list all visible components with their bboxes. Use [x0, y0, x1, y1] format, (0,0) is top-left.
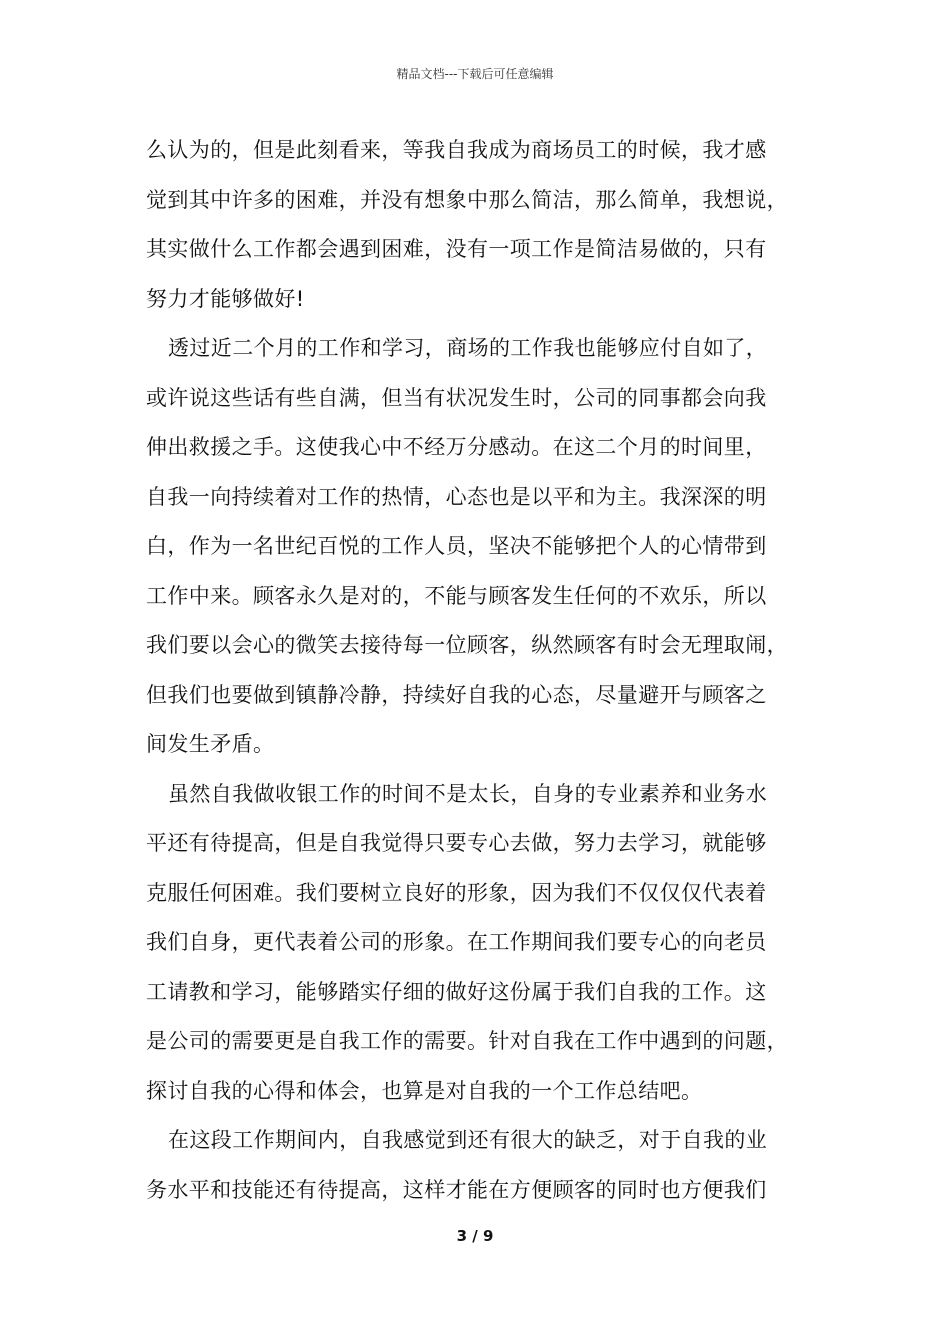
text-line: 工作中来。顾客永久是对的，不能与顾客发生任何的不欢乐，所以 [146, 583, 767, 608]
text-line: 探讨自我的心得和体会，也算是对自我的一个工作总结吧。 [146, 1078, 703, 1103]
text-line: 努力才能够做好! [146, 286, 305, 311]
text-line: 务水平和技能还有待提高，这样才能在方便顾客的同时也方便我们 [146, 1177, 767, 1202]
page-number: 3 / 9 [456, 1227, 494, 1245]
paragraph-start-line: 在这段工作期间内，自我感觉到还有很大的缺乏，对于自我的业 [168, 1128, 768, 1152]
page-header: 精品文档---下载后可任意编辑 [396, 67, 554, 81]
paragraph-start-line: 虽然自我做收银工作的时间不是太长，自身的专业素养和业务水 [168, 781, 768, 806]
paragraph-start-line: 透过近二个月的工作和学习，商场的工作我也能够应付自如了， [168, 336, 768, 360]
text-line: 么认为的，但是此刻看来，等我自我成为商场员工的时候，我才感 [146, 138, 767, 162]
text-line: 自我一向持续着对工作的热情，心态也是以平和为主。我深深的明 [146, 484, 767, 509]
text-line: 伸出救援之手。这使我心中不经万分感动。在这二个月的时间里， [146, 435, 767, 459]
text-line: 我们要以会心的微笑去接待每一位顾客，纵然顾客有时会无理取闹， [146, 633, 788, 657]
text-line: 我们自身，更代表着公司的形象。在工作期间我们要专心的向老员 [146, 930, 767, 954]
text-line: 或许说这些话有些自满，但当有状况发生时，公司的同事都会向我 [146, 385, 767, 410]
text-line: 平还有待提高，但是自我觉得只要专心去做，努力去学习，就能够 [146, 831, 767, 855]
text-line: 白，作为一名世纪百悦的工作人员，坚决不能够把个人的心情带到 [146, 534, 767, 558]
text-line: 克服任何困难。我们要树立良好的形象，因为我们不仅仅仅代表着 [146, 880, 767, 905]
text-line: 觉到其中许多的困难，并没有想象中那么简洁，那么简单，我想说， [146, 187, 788, 212]
text-line: 间发生矛盾。 [146, 732, 275, 756]
text-line: 其实做什么工作都会遇到困难，没有一项工作是简洁易做的，只有 [146, 237, 767, 261]
text-line: 是公司的需要更是自我工作的需要。针对自我在工作中遇到的问题， [146, 1029, 788, 1053]
text-line: 工请教和学习，能够踏实仔细的做好这份属于我们自我的工作。这 [146, 979, 767, 1004]
body-text [146, 126, 826, 1215]
text-line: 但我们也要做到镇静冷静，持续好自我的心态，尽量避开与顾客之 [146, 682, 767, 707]
